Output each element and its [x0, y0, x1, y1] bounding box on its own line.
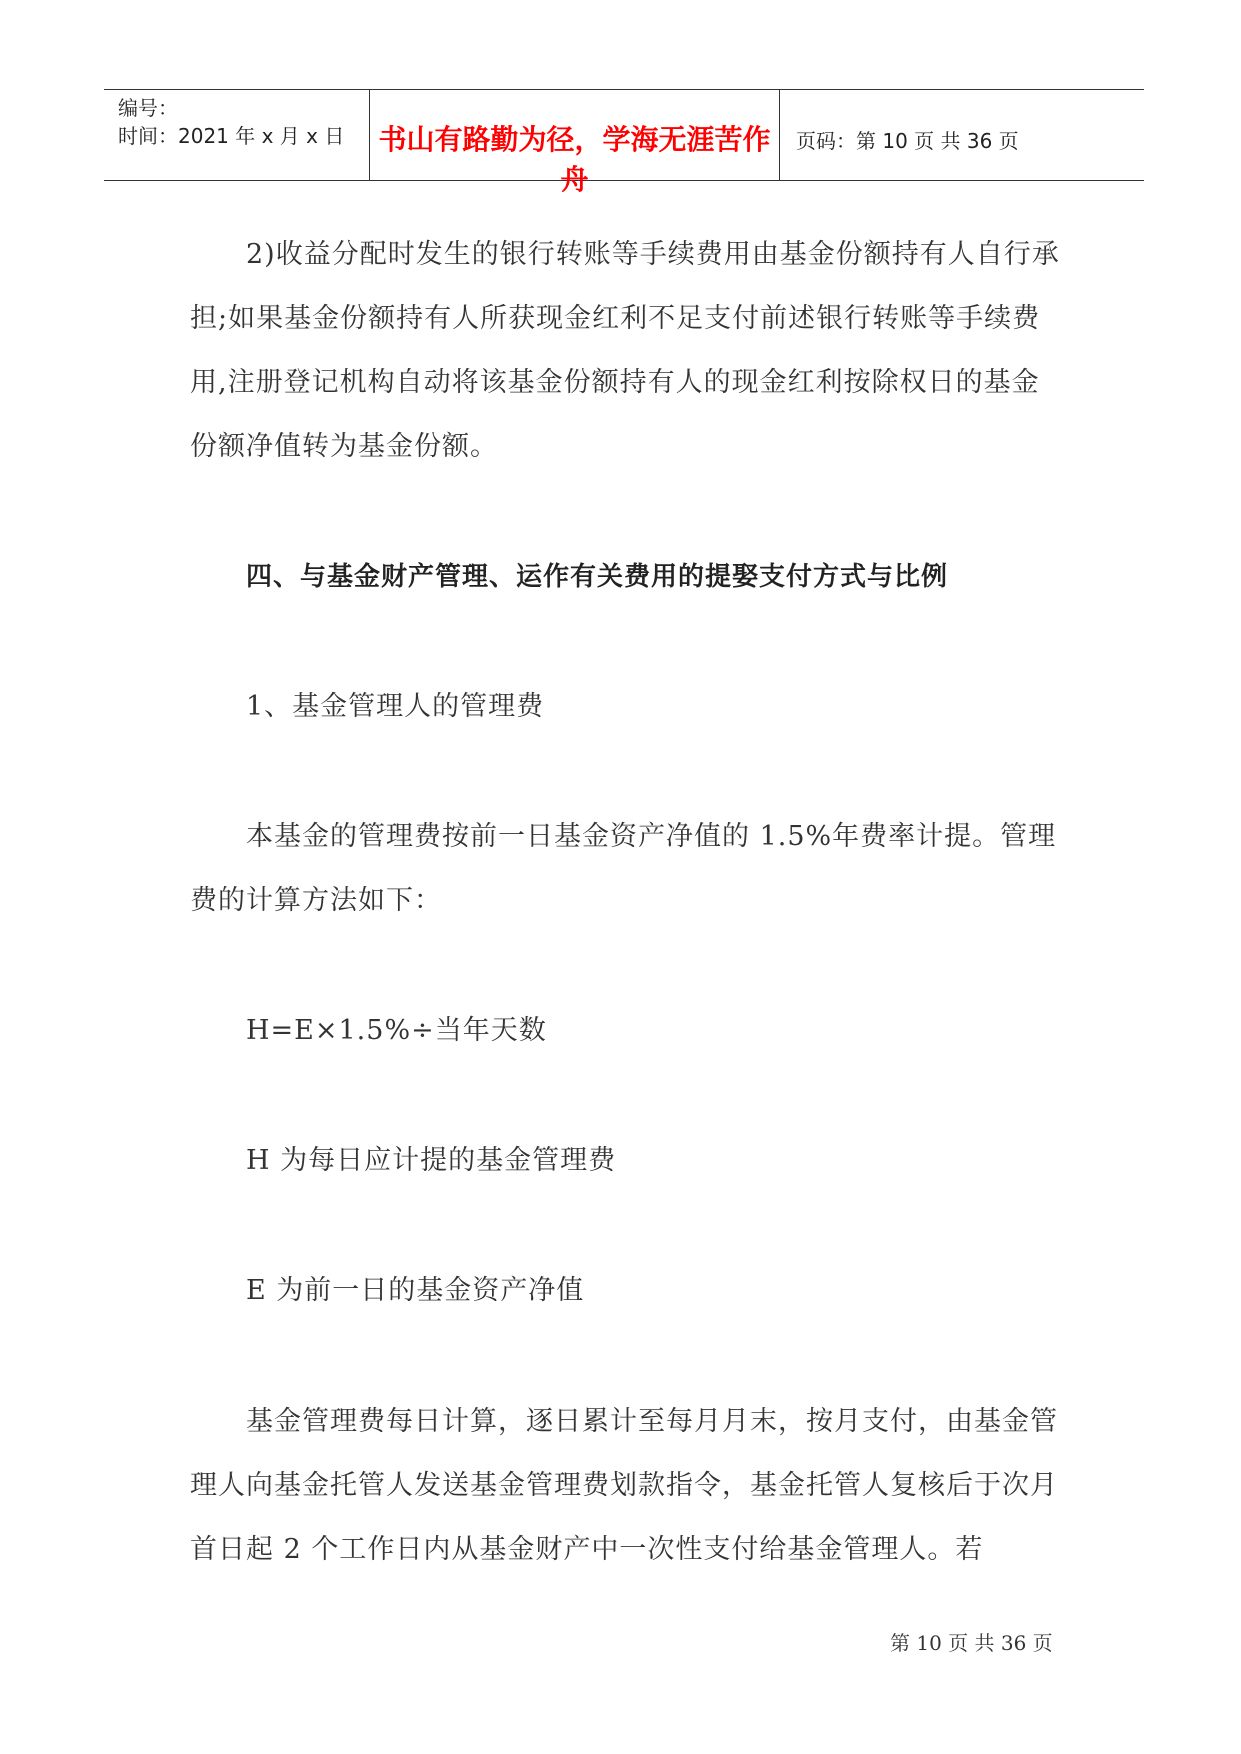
page-header [104, 89, 1144, 196]
page-footer: 第 10 页 共 36 页 [890, 1631, 1053, 1655]
header-info-cell [104, 90, 369, 180]
paragraph-fee-bearing: 2)收益分配时发生的银行转账等手续费用由基金份额持有人自行承担;如果基金份额持有人所获现金红利不足支付前述银行转账等手续费用,注册登记机构自动将该基金份额持有人的现金红利按除权日的基金份额净值转为基金份额。 [190, 239, 1060, 462]
header-page-number: 页码：第 10 页 共 36 页 [796, 129, 1019, 153]
section-heading-4: 四、与基金财产管理、运作有关费用的提娶支付方式与比例 [246, 562, 949, 592]
paragraph-management-fee: 本基金的管理费按前一日基金资产净值的 1.5%年费率计提。管理费的计算方法如下： [190, 821, 1057, 916]
definition-h: H 为每日应计提的基金管理费 [246, 1145, 617, 1176]
subsection-heading-1: 1、基金管理人的管理费 [246, 691, 545, 722]
document-time-label: 时间：2021 年 x 月 x 日 [118, 124, 345, 148]
header-motto: 书山有路勤为径，学海无涯苦作舟 [378, 123, 771, 196]
formula-management-fee: H=E×1.5%÷当年天数 [246, 1015, 547, 1046]
header-page-cell [780, 90, 1144, 180]
header-motto-cell [369, 90, 780, 196]
paragraph-fee-payment: 基金管理费每日计算，逐日累计至每月月末，按月支付，由基金管理人向基金托管人发送基金管理费划款指令，基金托管人复核后于次月首日起 2 个工作日内从基金财产中一次性支付给基金管理人。若 [190, 1406, 1058, 1565]
document-number-label: 编号： [118, 96, 178, 120]
definition-e: E 为前一日的基金资产净值 [246, 1275, 585, 1306]
